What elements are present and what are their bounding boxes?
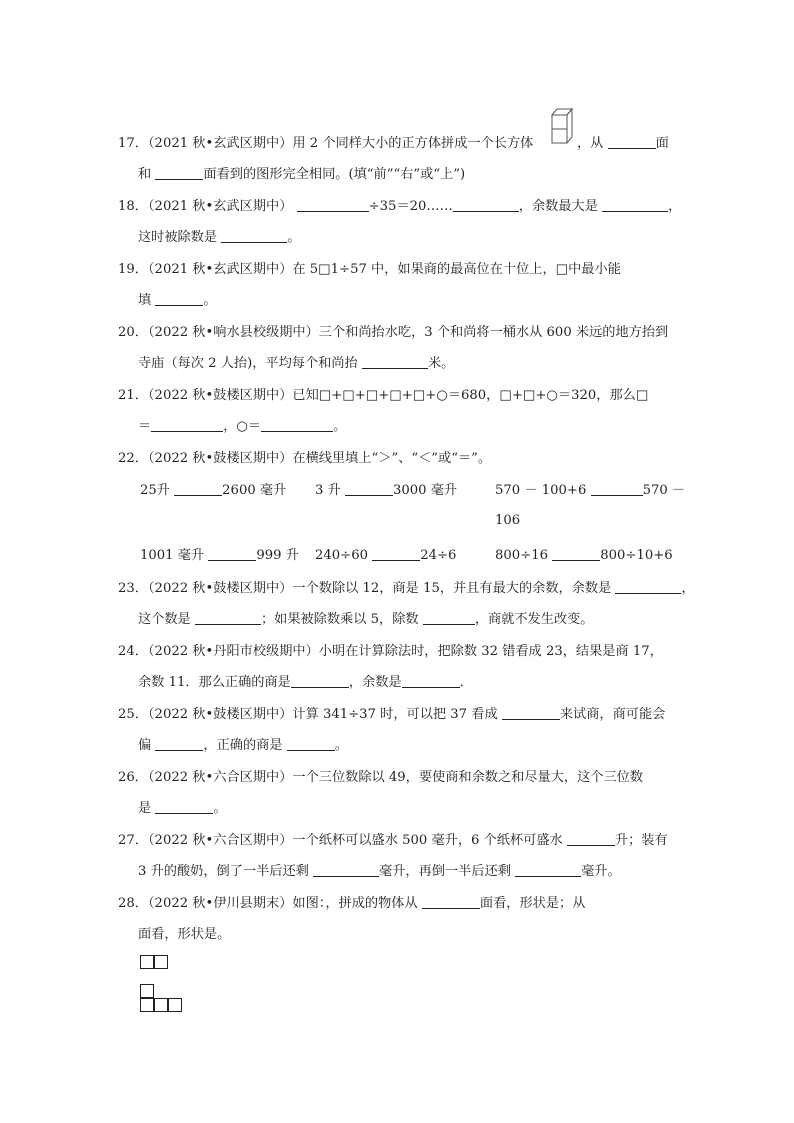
question-21-line2: ＝ ，○＝ 。 (138, 419, 347, 434)
answer-blank[interactable] (287, 736, 335, 751)
answer-blank[interactable] (372, 546, 420, 561)
compare-item: 240÷60 24÷6 (315, 548, 457, 563)
answer-blank[interactable] (297, 197, 369, 212)
answer-blank[interactable] (552, 546, 600, 561)
answer-blank[interactable] (422, 894, 480, 909)
question-21: 21．（2022 秋•鼓楼区期中）已知□+□+□+□+□+○＝680，□+□+○＝320，那么□ (118, 388, 649, 403)
answer-blank[interactable] (155, 736, 203, 751)
answer-blank[interactable] (502, 705, 560, 720)
compare-item: 3 升 3000 毫升 (315, 483, 458, 498)
answer-blank[interactable] (221, 228, 287, 243)
question-25-line2: 偏 ，正确的商是 。 (138, 738, 348, 753)
answer-blank[interactable] (515, 862, 581, 877)
question-20: 20．（2022 秋•响水县校级期中）三个和尚抬水吃，3 个和尚将一桶水从 600 米远的地方抬到 (118, 325, 669, 340)
question-26: 26．（2022 秋•六合区期中）一个三位数除以 49，要使商和余数之和尽量大，这个三位数 (118, 770, 644, 785)
question-27: 27．（2022 秋•六合区期中）一个纸杯可以盛水 500 毫升，6 个纸杯可盛水 升；装有 (118, 833, 668, 848)
answer-blank[interactable] (155, 165, 203, 180)
answer-blank[interactable] (615, 579, 681, 594)
answer-blank[interactable] (291, 673, 349, 688)
compare-item: 800÷16 800÷10+6 (495, 548, 673, 563)
question-28-line2: 面看，形状是。 (138, 927, 231, 942)
question-26-line2: 是 。 (138, 801, 227, 816)
question-18: 18．（2021 秋•玄武区期中） ÷35＝20…… ，余数最大是 ， (118, 199, 682, 214)
question-19: 19．（2021 秋•玄武区期中）在 5□1÷57 中，如果商的最高位在十位上，□中最小能 (118, 262, 621, 277)
answer-blank[interactable] (402, 673, 460, 688)
question-22: 22．（2022 秋•鼓楼区期中）在横线里填上“＞”、“＜”或“＝”。 (118, 451, 492, 466)
question-25: 25．（2022 秋•鼓楼区期中）计算 341÷37 时，可以把 37 看成 来试商，商可能会 (118, 707, 666, 722)
question-17-line2: 和 面看到的图形完全相同。(填“前”“右”或“上”) (138, 167, 466, 182)
answer-blank[interactable] (423, 610, 475, 625)
answer-blank[interactable] (155, 799, 213, 814)
answer-blank[interactable] (195, 610, 261, 625)
answer-blank[interactable] (602, 197, 668, 212)
answer-blank[interactable] (208, 546, 256, 561)
question-27-line2: 3 升的酸奶，倒了一半后还剩 毫升，再倒一半后还剩 毫升。 (138, 864, 621, 879)
answer-blank[interactable] (591, 481, 643, 496)
answer-blank[interactable] (362, 354, 428, 369)
question-23: 23．（2022 秋•鼓楼区期中）一个数除以 12，商是 15，并且有最大的余数，余数是 ， (118, 581, 695, 596)
compare-item: 1001 毫升 999 升 (140, 548, 299, 563)
question-20-line2: 寺庙（每次 2 人抬)，平均每个和尚抬 米。 (138, 356, 455, 371)
compare-item: 570 － 100+6 570 － (495, 483, 686, 498)
question-18-line2: 这时被除数是 。 (138, 230, 301, 245)
compare-item-wrap: 106 (495, 513, 521, 528)
question-19-line2: 填 。 (138, 293, 217, 308)
cuboid-figure (551, 105, 573, 145)
answer-blank[interactable] (313, 862, 379, 877)
answer-blank[interactable] (174, 481, 222, 496)
question-24-line2: 余数 11．那么正确的商是 ，余数是 ． (138, 675, 473, 690)
question-28: 28．（2022 秋•伊川县期末）如图：，拼成的物体从 面看，形状是；从 (118, 896, 586, 911)
question-23-line2: 这个数是 ；如果被除数乘以 5，除数 ，商就不发生改变。 (138, 612, 594, 627)
answer-blank[interactable] (453, 197, 519, 212)
answer-blank[interactable] (261, 417, 333, 432)
question-17: 17．（2021 秋•玄武区期中）用 2 个同样大小的正方体拼成一个长方体 (118, 136, 534, 151)
question-24: 24．（2022 秋•丹阳市校级期中）小明在计算除法时，把除数 32 错看成 23，结果是商 17， (118, 644, 663, 659)
answer-blank[interactable] (345, 481, 393, 496)
compare-item: 25升 2600 毫升 (140, 483, 287, 498)
answer-blank[interactable] (567, 831, 615, 846)
question-17-tail: ，从 面 (577, 136, 669, 151)
answer-blank[interactable] (155, 291, 203, 306)
answer-blank[interactable] (608, 134, 656, 149)
answer-blank[interactable] (151, 417, 223, 432)
